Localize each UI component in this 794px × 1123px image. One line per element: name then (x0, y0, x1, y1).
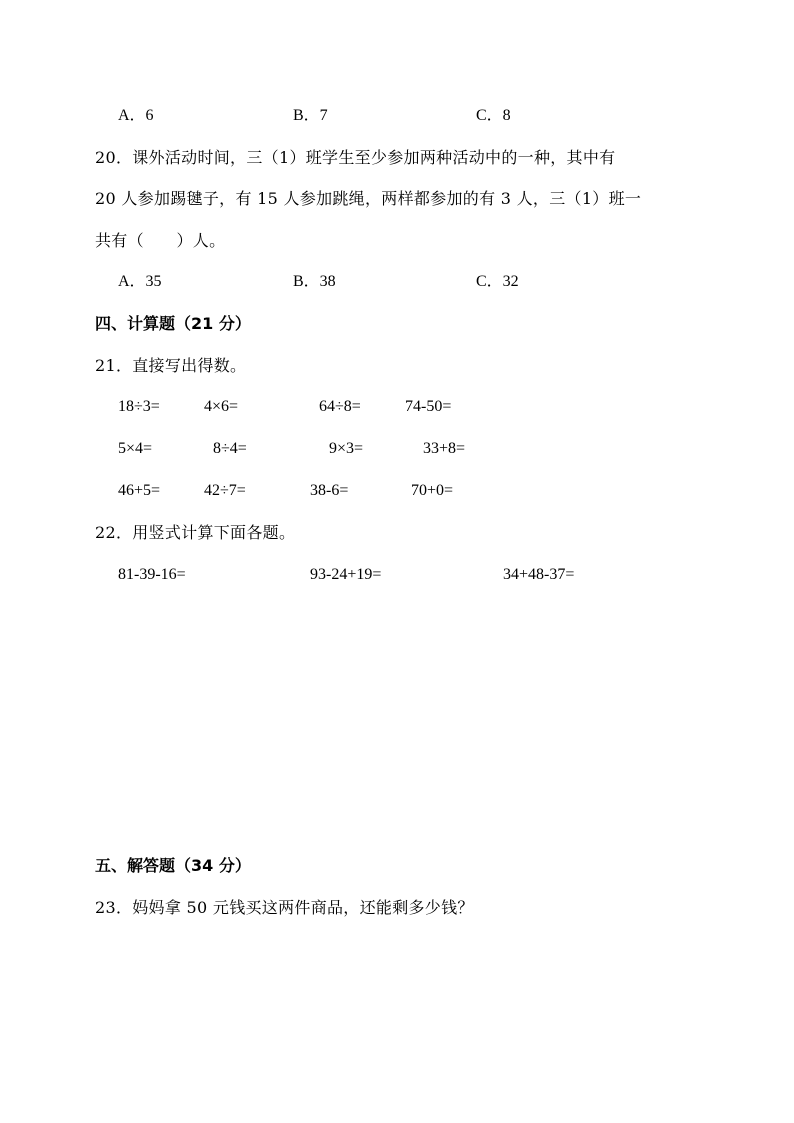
q21-prompt: 21．直接写出得数。 (95, 356, 247, 375)
section-5-title: 五、解答题（34 分） (95, 856, 251, 875)
q21-r2-c2: 8÷4= (213, 440, 247, 457)
q20-line-1: 20．课外活动时间，三（1）班学生至少参加两种活动中的一种，其中有 (95, 148, 616, 167)
q22-item-1: 81-39-16= (118, 566, 186, 583)
q21-r3-c3: 38-6= (310, 482, 349, 499)
q20-line-3: 共有（ ）人。 (95, 231, 226, 250)
q20-option-c: C．32 (476, 273, 519, 290)
q22-item-3: 34+48-37= (503, 566, 575, 583)
q22-prompt: 22．用竖式计算下面各题。 (95, 523, 296, 542)
q21-r2-c3: 9×3= (329, 440, 364, 457)
q21-r1-c2: 4×6= (204, 398, 239, 415)
q20-line-2: 20 人参加踢毽子，有 15 人参加跳绳，两样都参加的有 3 人，三（1）班一 (95, 189, 642, 208)
q20-option-a: A．35 (118, 273, 162, 290)
q23-prompt: 23．妈妈拿 50 元钱买这两件商品，还能剩多少钱？ (95, 898, 474, 917)
q21-r3-c4: 70+0= (411, 482, 454, 499)
q21-r2-c1: 5×4= (118, 440, 153, 457)
q20-option-b: B．38 (293, 273, 336, 290)
q21-r1-c4: 74-50= (405, 398, 452, 415)
q22-item-2: 93-24+19= (310, 566, 382, 583)
q19-option-c: C．8 (476, 107, 511, 124)
q21-r1-c3: 64÷8= (319, 398, 361, 415)
q19-option-a: A．6 (118, 107, 154, 124)
q21-r2-c4: 33+8= (423, 440, 466, 457)
q21-r3-c1: 46+5= (118, 482, 161, 499)
section-4-title: 四、计算题（21 分） (95, 314, 251, 333)
q19-option-b: B．7 (293, 107, 328, 124)
q21-r3-c2: 42÷7= (204, 482, 246, 499)
q21-r1-c1: 18÷3= (118, 398, 160, 415)
